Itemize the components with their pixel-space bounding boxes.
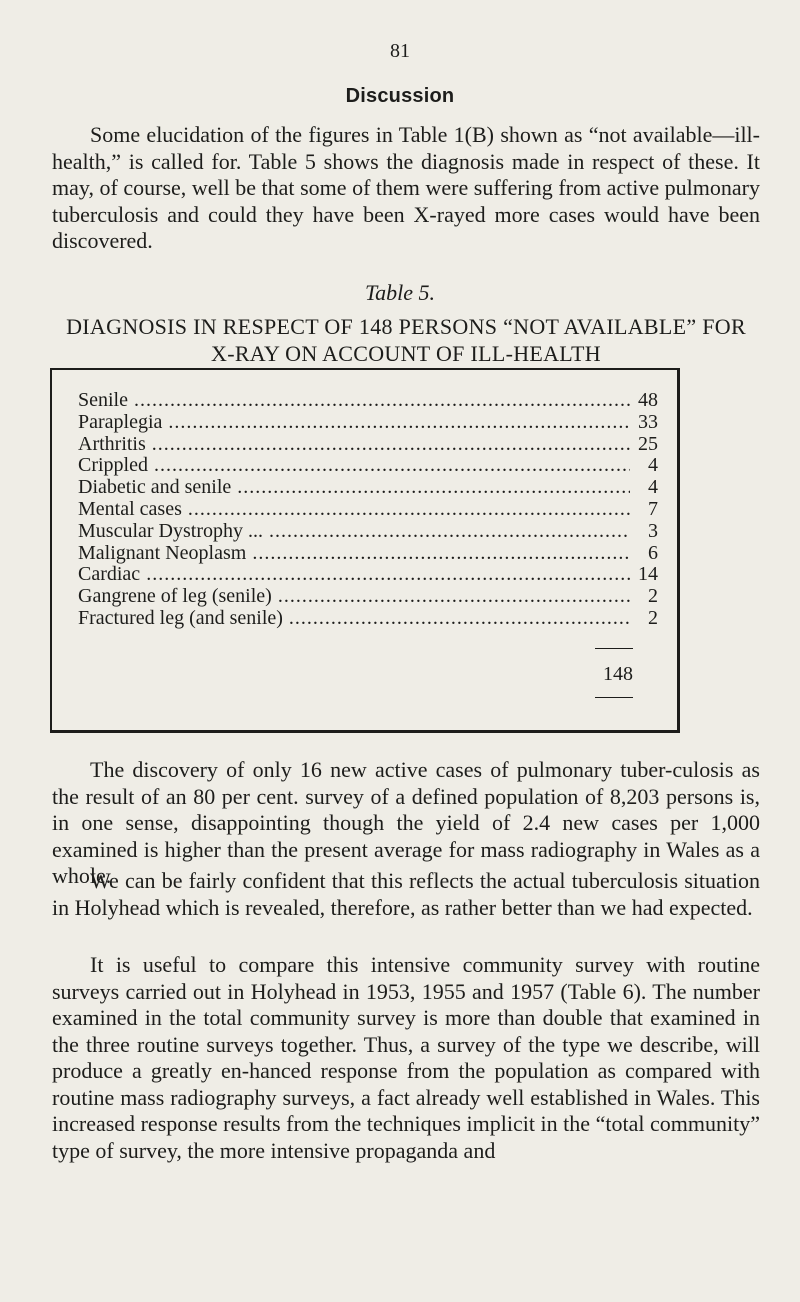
- row-value: 14: [638, 563, 658, 586]
- dot-leader: [168, 412, 630, 434]
- table-row: [78, 521, 658, 543]
- row-value: 33: [638, 410, 658, 433]
- row-value: 6: [648, 541, 658, 564]
- dot-leader: [269, 521, 630, 543]
- dot-leader: [152, 434, 630, 456]
- table-caption: Table 5.: [364, 280, 436, 305]
- table-row: [78, 390, 658, 412]
- table-row: [78, 608, 658, 630]
- table-row: [78, 564, 658, 586]
- row-label: Mental cases: [78, 497, 182, 520]
- dot-leader: [278, 586, 630, 608]
- row-value: 2: [648, 606, 658, 629]
- table-row: [78, 499, 658, 521]
- row-value: 4: [648, 454, 658, 477]
- dot-leader: [146, 564, 630, 586]
- row-value: 48: [638, 389, 658, 411]
- row-value: 2: [648, 585, 658, 608]
- paragraph-discovery: The discovery of only 16 new active cases of pulmonary tuber-culosis as the result of an 80 per cent. survey of a defined population of 8,203 persons is, in one sense, disappointing though the yield of 2.4 new cases per 1,000 examined is higher than the present average for mass radiography in Wales as a whole.: [52, 757, 760, 888]
- dot-leader: [134, 390, 630, 412]
- row-label: Arthritis: [78, 432, 146, 455]
- table-row: [78, 412, 658, 434]
- diagnosis-table: [50, 368, 680, 733]
- table-total: 148: [603, 663, 633, 685]
- dot-leader: [188, 499, 630, 521]
- row-label: Diabetic and senile: [78, 476, 232, 499]
- dot-leader: [252, 543, 630, 565]
- paragraph-intro: Some elucidation of the figures in Table 1(B) shown as “not available—ill-health,” is called for. Table 5 shows the diagnosis made in respect of these. It may, of course, well be that some of them were suffering from active pulmonary tuberculosis and could they have been X-rayed more cases would have been discovered.: [52, 122, 760, 253]
- table-row: [78, 477, 658, 499]
- row-label: Paraplegia: [78, 410, 163, 433]
- row-value: 25: [638, 432, 658, 455]
- table-rows: [78, 390, 658, 630]
- table-row: [78, 543, 658, 565]
- table-row: [78, 434, 658, 456]
- row-label: Cardiac: [78, 563, 141, 586]
- row-value: 3: [648, 519, 658, 542]
- section-heading: Discussion: [345, 85, 455, 107]
- paragraph-comparison: It is useful to compare this intensive community survey with routine surveys carried out in Holyhead in 1953, 1955 and 1957 (Table 6). The number examined in the total community survey is more than double that examined in the three routine surveys together. Thus, a survey of the type we describe, will produce a greatly en-hanced response from the population as compared with routine mass radiography surveys, a fact already well established in Wales. This increased response results from the techniques implicit in the “total community” type of survey, the more intensive propaganda and: [52, 952, 760, 1163]
- dot-leader: [289, 608, 630, 630]
- table-row: [78, 586, 658, 608]
- paragraph-confidence: We can be fairly confident that this reflects the actual tuberculosis situation in Holyhead which is revealed, therefore, as rather better than we had expected.: [52, 868, 760, 920]
- row-label: Malignant Neoplasm: [78, 541, 247, 564]
- total-rule-top: [595, 648, 633, 649]
- dot-leader: [154, 455, 630, 477]
- row-value: 4: [648, 476, 658, 499]
- row-label: Muscular Dystrophy ...: [78, 519, 263, 542]
- row-label: Fractured leg (and senile): [78, 606, 283, 629]
- page-number: 81: [390, 40, 410, 62]
- row-value: 7: [648, 497, 658, 520]
- total-rule-bottom: [595, 697, 633, 698]
- row-label: Gangrene of leg (senile): [78, 585, 272, 608]
- dot-leader: [237, 477, 630, 499]
- table-row: [78, 455, 658, 477]
- row-label: Senile: [78, 389, 128, 411]
- table-title: DIAGNOSIS IN RESPECT OF 148 PERSONS “NOT AVAILABLE” FOR X-RAY ON ACCOUNT OF ILL-HEALTH: [66, 314, 746, 366]
- row-label: Crippled: [78, 454, 148, 477]
